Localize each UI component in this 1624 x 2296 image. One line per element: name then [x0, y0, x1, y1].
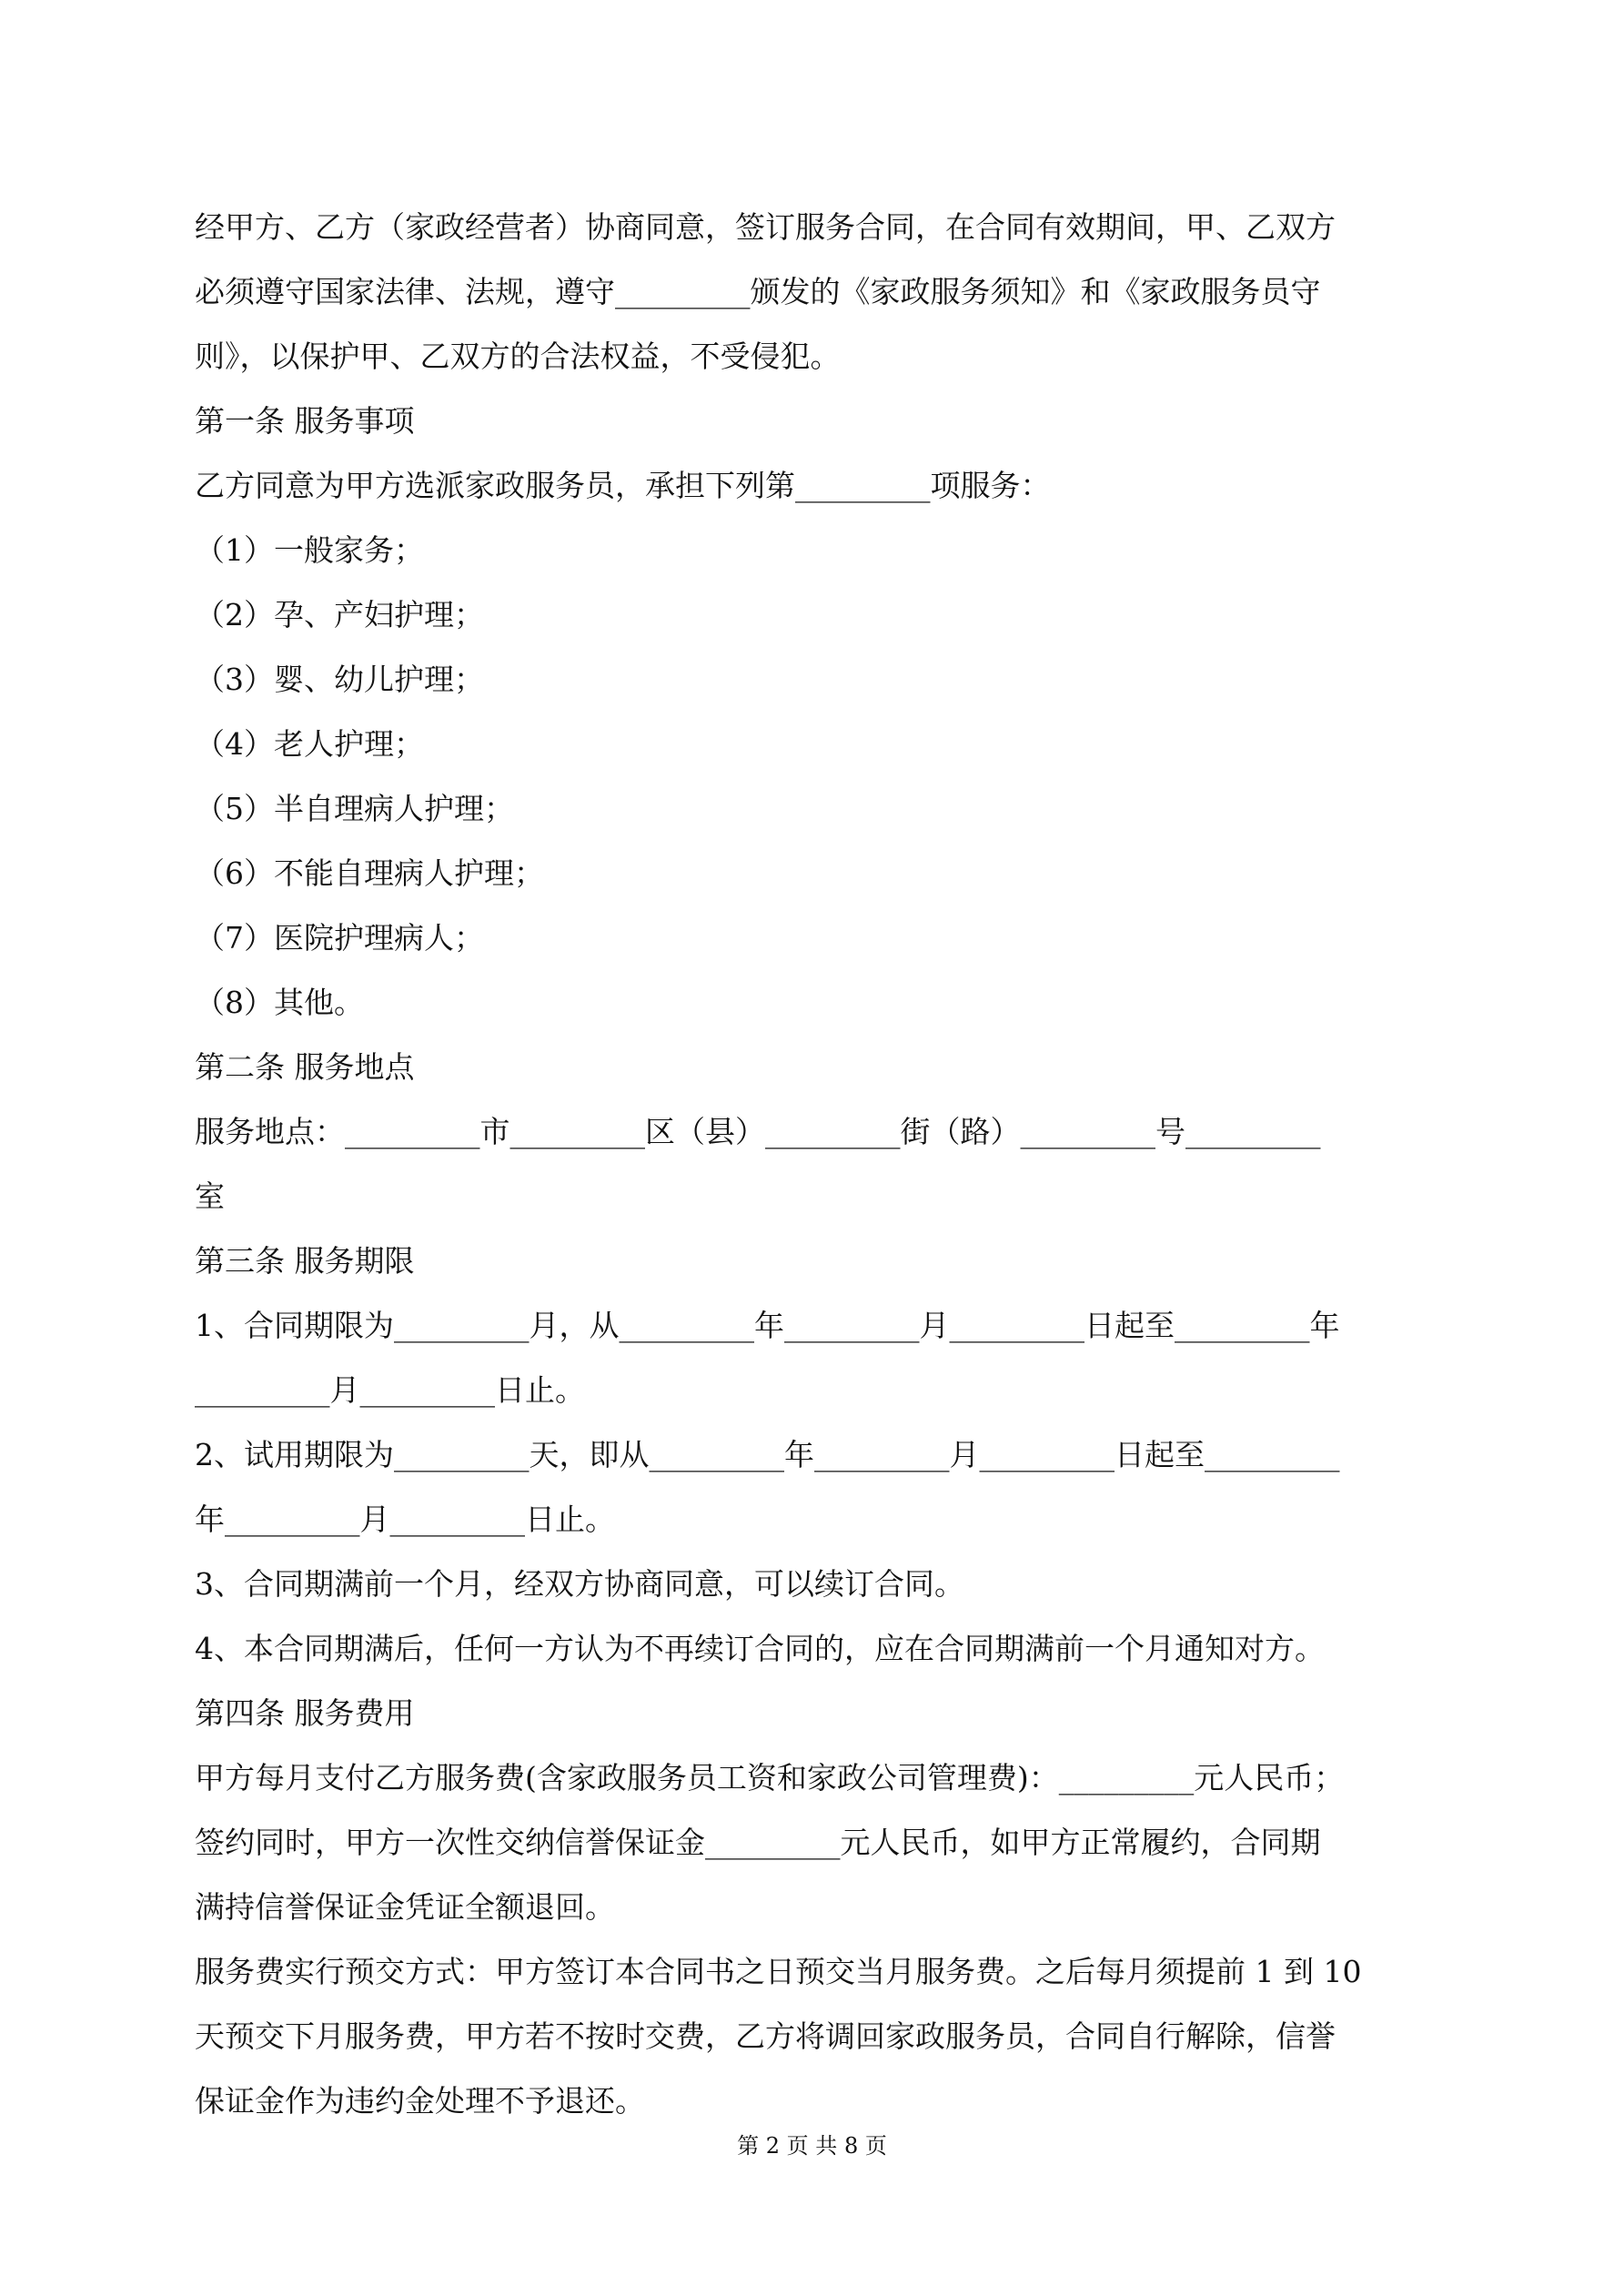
document-body [195, 195, 1441, 2133]
text-line: 甲方每月支付乙方服务费(含家政服务员工资和家政公司管理费)：_________元人民币； [195, 1760, 1345, 1795]
text-line: （2）孕、产妇护理； [195, 597, 484, 632]
text-line: 则》，以保护甲、乙双方的合法权益，不受侵犯。 [195, 339, 841, 374]
text-line: （3）婴、幼儿护理； [195, 662, 484, 697]
text-line: 年_________月_________日止。 [195, 1502, 615, 1537]
text-line: 满持信誉保证金凭证全额退回。 [195, 1889, 615, 1925]
text-line: （8）其他。 [195, 985, 364, 1020]
text-line: （1）一般家务； [195, 532, 424, 568]
text-line: 第一条 服务事项 [195, 403, 415, 439]
text-line: _________月_________日止。 [195, 1372, 585, 1408]
text-line: 乙方同意为甲方选派家政服务员，承担下列第_________项服务： [195, 468, 1051, 503]
text-line: 1、合同期限为_________月，从_________年_________月_________日起至_________年 [195, 1308, 1340, 1343]
text-line: 服务地点：_________市_________区（县）_________街（路）_________号_________ [195, 1114, 1321, 1149]
text-line: 服务费实行预交方式：甲方签订本合同书之日预交当月服务费。之后每月须提前 1 到 10 [195, 1954, 1362, 1989]
text-line: （6）不能自理病人护理； [195, 855, 544, 891]
text-line: 签约同时，甲方一次性交纳信誉保证金_________元人民币，如甲方正常履约，合同期 [195, 1825, 1321, 1860]
page-footer: 第 2 页 共 8 页 [737, 2133, 887, 2159]
text-line: 保证金作为违约金处理不予退还。 [195, 2083, 645, 2119]
text-line: 室 [195, 1178, 225, 1214]
text-line: 3、合同期满前一个月，经双方协商同意，可以续订合同。 [195, 1566, 964, 1602]
text-line: 第三条 服务期限 [195, 1243, 415, 1279]
text-line: （7）医院护理病人； [195, 920, 484, 956]
text-line: （4）老人护理； [195, 726, 424, 762]
text-line: 必须遵守国家法律、法规，遵守_________颁发的《家政服务须知》和《家政服务员守 [195, 274, 1321, 309]
text-line: （5）半自理病人护理； [195, 791, 514, 826]
text-line: 经甲方、乙方（家政经营者）协商同意，签订服务合同，在合同有效期间，甲、乙双方 [195, 209, 1336, 245]
text-line: 第四条 服务费用 [195, 1695, 415, 1731]
text-line: 4、本合同期满后，任何一方认为不再续订合同的，应在合同期满前一个月通知对方。 [195, 1631, 1325, 1666]
text-line: 第二条 服务地点 [195, 1049, 415, 1085]
text-line: 2、试用期限为_________天，即从_________年_________月_________日起至_________ [195, 1437, 1340, 1472]
text-line: 天预交下月服务费，甲方若不按时交费，乙方将调回家政服务员，合同自行解除，信誉 [195, 2018, 1336, 2054]
